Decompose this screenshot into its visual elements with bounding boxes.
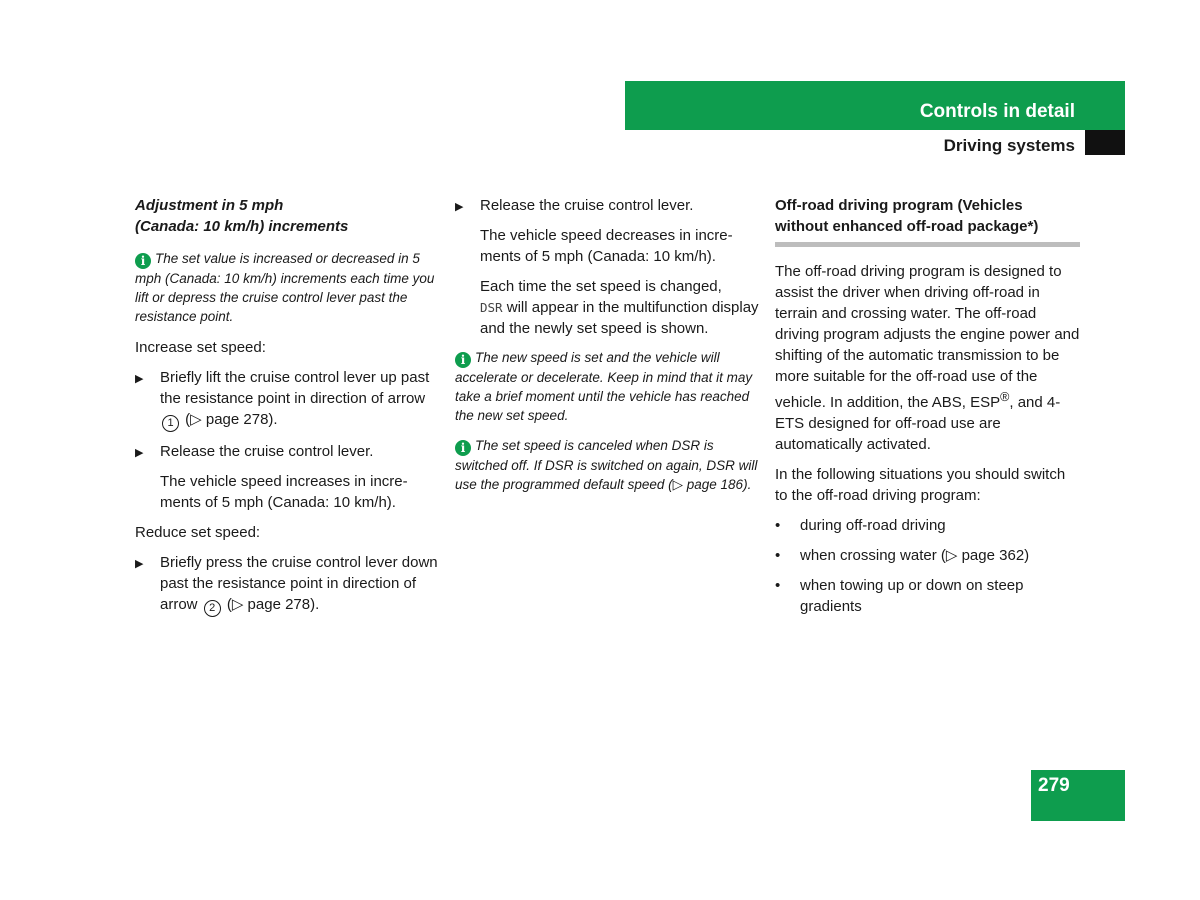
column-3 — [775, 195, 1080, 626]
section-title: Controls in detail — [919, 101, 1075, 122]
page-number-box — [1031, 770, 1125, 821]
subsection-title: Driving systems — [943, 136, 1075, 155]
step-result-display — [455, 276, 760, 339]
header-tab-marker — [1085, 130, 1125, 155]
info-note — [135, 249, 440, 326]
step-lift-lever — [135, 367, 440, 432]
info-note — [455, 348, 760, 425]
page-reference: (▷ page 278). — [185, 411, 278, 428]
bullet-dot-icon: • — [775, 547, 781, 564]
heading-line-1: Adjustment in 5 mph — [135, 197, 284, 214]
triangle-bullet-icon: ▶ — [135, 558, 144, 570]
step-text: Release the cruise control lever. — [160, 443, 374, 460]
situations-intro: In the following situations you should switch to the off-road driving program: — [775, 466, 1066, 504]
offroad-heading: Off-road driving program (Vehicles without enhanced off-road package*) — [775, 195, 1080, 247]
step-text: Release the cruise control lever. — [480, 197, 694, 214]
list-item-text: when towing up or down on steep gradients — [800, 577, 1024, 615]
result-text: Each time the set speed is changed, — [480, 278, 722, 295]
step-result: The vehicle speed increases in increments of 5 mph (Canada: 10 km/h). — [160, 473, 408, 511]
triangle-bullet-icon: ▶ — [455, 201, 464, 213]
column-2 — [455, 195, 760, 505]
paragraph-text: The off-road driving program is designed to assist the driver when driving off-road in terrain and crossing water. The off-road driving program adjusts the engine power and shifting of the automatic transmission to be more suitable for the off-road use of the vehicle. In addition, the ABS, ESP — [775, 263, 1080, 411]
heading-line-2: (Canada: 10 km/h) increments — [135, 218, 349, 235]
bullet-dot-icon: • — [775, 517, 781, 534]
info-note-text: The set value is increased or decreased in 5 mph (Canada: 10 km/h) increments each time you lift or depress the cruise control lever past the resistance point. — [135, 251, 435, 324]
info-note-text: The set speed is canceled when DSR is switched off. If DSR is switched on again, DSR will use the programmed default speed (▷ page 186). — [455, 438, 758, 492]
info-note-text: The new speed is set and the vehicle will accelerate or decelerate. Keep in mind that it may take a brief moment until the vehicle has reached the new set speed. — [455, 350, 753, 423]
result-text: will appear in the multifunction display and the newly set speed is shown. — [480, 299, 759, 337]
page-reference: (▷ page 278). — [226, 596, 320, 613]
reduce-label: Reduce set speed: — [135, 524, 261, 541]
info-icon: i — [455, 352, 471, 368]
arrow-marker-2: 2 — [204, 600, 221, 617]
step-release-lever — [135, 441, 440, 462]
list-item — [775, 515, 1080, 536]
column-1 — [135, 195, 440, 626]
increase-label: Increase set speed: — [135, 339, 266, 356]
step-release-lever — [455, 195, 760, 216]
info-icon: i — [455, 440, 471, 456]
list-item — [775, 575, 1080, 617]
list-item — [775, 545, 1080, 566]
offroad-description — [775, 261, 1080, 455]
bullet-dot-icon: • — [775, 577, 781, 594]
registered-mark: ® — [1000, 390, 1010, 404]
info-icon: i — [135, 253, 151, 269]
info-note — [455, 436, 760, 494]
step-text: Briefly press the cruise control lever down past the resistance point in direction of arrow — [160, 554, 438, 613]
paragraph-text: , and 4-ETS designed for off-road use are automatically activated. — [775, 394, 1061, 453]
adjustment-heading — [135, 195, 440, 237]
list-item-text: during off-road driving — [800, 517, 946, 534]
step-result: The vehicle speed decreases in increments of 5 mph (Canada: 10 km/h). — [480, 227, 733, 265]
header-bar — [625, 81, 1125, 130]
list-item-text: when crossing water (▷ page 362) — [800, 547, 1030, 564]
page-number: 279 — [1038, 775, 1070, 796]
display-code: DSR — [480, 300, 503, 315]
triangle-bullet-icon: ▶ — [135, 373, 144, 385]
step-press-lever — [135, 552, 440, 617]
arrow-marker-1: 1 — [162, 415, 179, 432]
step-text: Briefly lift the cruise control lever up past the resistance point in direction of arrow — [160, 369, 430, 407]
triangle-bullet-icon: ▶ — [135, 447, 144, 459]
